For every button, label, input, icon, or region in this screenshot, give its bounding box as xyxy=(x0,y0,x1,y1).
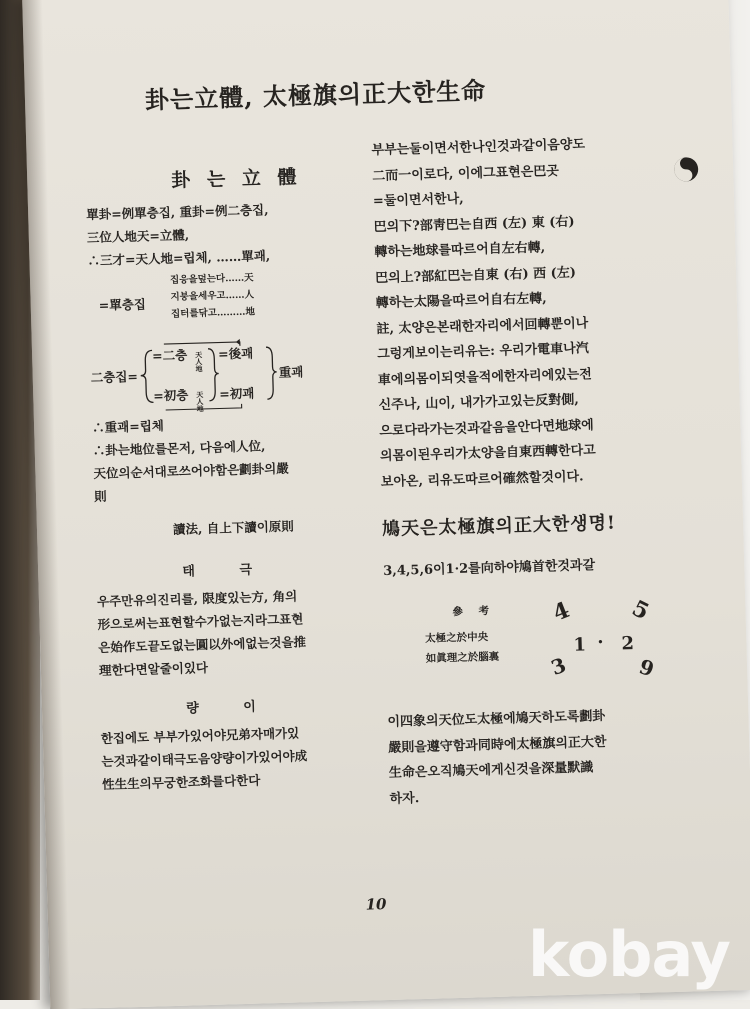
double-top-label: =二층 xyxy=(151,347,188,364)
arrow-head xyxy=(236,339,240,345)
right-column xyxy=(371,129,715,812)
text-line: 그렁게보이는리유는: 우리가電車나汽 xyxy=(377,341,589,363)
single-story-lines xyxy=(170,269,255,322)
number-6: 6 xyxy=(636,653,658,681)
single-story-line: 집터를닦고………地 xyxy=(170,306,256,320)
text-line: ∴三才=天人地=립체, ……單괘, xyxy=(87,248,271,269)
page-title: 卦는立體, 太極旗의正大한生命 xyxy=(144,75,487,115)
double-right-label: 重괘 xyxy=(278,364,304,380)
text-line: ∴卦는地位를몬저, 다음에人位, xyxy=(92,438,266,459)
text-line: 하자. xyxy=(389,790,420,807)
tri-label-top: 天人地 xyxy=(194,350,205,373)
double-story-svg xyxy=(90,331,354,416)
kobay-watermark: kobay xyxy=(528,918,730,991)
slogan-heading: 鳩天은太極旗의正大한생명! xyxy=(381,512,617,541)
double-label: 二층집= xyxy=(90,368,139,386)
text-line: 則 xyxy=(93,488,107,505)
text-line: 二而一이로다, 이에그표현은巴곳 xyxy=(372,163,560,184)
number-4: 4 xyxy=(549,596,574,627)
double-rbottom-label: =初괘 xyxy=(219,385,255,402)
taeguk-line: 우주만유의진리를, 限度있는方, 角의 xyxy=(96,588,298,609)
text-line: 부부는둘이면서한나인것과같이음양도 xyxy=(371,137,586,159)
right-brace xyxy=(266,347,277,399)
single-story-line: 지붕을세우고……人 xyxy=(170,289,255,303)
page-number: 10 xyxy=(365,895,387,914)
yin-yang-icon xyxy=(673,156,700,183)
single-story-label: =單층집 xyxy=(98,296,147,313)
left-section-title: 卦 는 立 體 xyxy=(170,166,302,192)
taeguk-line: 形으로써는표현할수가없는지라그표현 xyxy=(97,611,304,632)
text-line: 轉하는地球를따르어自左右轉, xyxy=(374,240,546,261)
text-line: 生命은오직鳩天에게신것을深量默識 xyxy=(388,760,594,781)
reading-rule: 讀法, 自上下讀이原則 xyxy=(172,518,294,537)
text-line: 註, 太양은본래한자리에서回轉뿐이나 xyxy=(376,315,589,337)
text-line: 車에의몸이되엿을적에한자리에있는전 xyxy=(377,366,593,388)
tri-label-bottom: 天人地 xyxy=(195,390,206,413)
text-line: 으로다라가는것과같음을안다면地球에 xyxy=(379,417,594,439)
dot-separator: · xyxy=(597,631,604,654)
text-line: 보아온, 리유도따르어確然할것이다. xyxy=(380,468,584,490)
number-2: 2 xyxy=(621,633,635,655)
text-line: 이四象의天位도太極에鳩天하도록劃卦 xyxy=(387,708,606,730)
text-line: 신주나, 山이, 내가가고있는反對側, xyxy=(378,392,580,414)
yangyi-line: 性生生의무궁한조화를다한다 xyxy=(101,772,261,792)
reference-heading: 參 考 xyxy=(452,604,496,619)
text-line: 嚴則을遵守함과同時에太極旗의正大한 xyxy=(388,734,607,756)
number-3: 3 xyxy=(547,652,570,680)
text-line: =둘이면서한나, xyxy=(372,191,464,210)
text-line: 巴의下?部靑巴는自西 (左) 東 (右) xyxy=(373,214,575,235)
reference-line: 如眞理之於腦裏 xyxy=(425,650,500,665)
reference-block xyxy=(384,583,712,690)
single-story-block xyxy=(88,267,352,332)
single-story-line: 집응을덮는다……天 xyxy=(169,272,254,286)
double-bottom-label: =初층 xyxy=(153,387,189,404)
text-line: 三位人地天=立體, xyxy=(86,227,190,246)
text-line: 轉하는太陽을따르어自右左轉, xyxy=(375,291,547,312)
number-1: 1 xyxy=(573,634,587,656)
yangyi-heading: 량 이 xyxy=(186,699,277,717)
book-page xyxy=(22,0,750,1009)
number-5: 5 xyxy=(627,595,654,626)
double-story-diagram xyxy=(90,331,354,416)
text-line: 天位의순서대로쓰어야함은劃卦의嚴 xyxy=(93,460,289,482)
left-column xyxy=(85,165,364,796)
text-line: 單卦=例單층집, 重卦=例二층집, xyxy=(86,202,269,223)
yangyi-line: 는것과같이태극도음양량이가있어야成 xyxy=(101,748,308,769)
text-line: 의몸이된우리가太양을自東西轉한다고 xyxy=(379,443,596,465)
text-line: 巴의上?部紅巴는自東 (右) 西 (左) xyxy=(374,265,577,286)
text-line: ∴重괘=립체 xyxy=(91,418,165,436)
numbers-line: 3,4,5,6이1·2를向하야鳩首한것과갈 xyxy=(383,557,596,579)
yangyi-line: 한집에도 부부가있어야兄弟자매가있 xyxy=(100,725,300,746)
reference-line: 太極之於中央 xyxy=(425,631,489,645)
trigram-number-diagram xyxy=(534,584,687,684)
taeguk-heading: 태 극 xyxy=(182,562,273,580)
taeguk-line: 은始作도끝도없는圓以外에없는것을推 xyxy=(98,634,307,655)
taeguk-line: 理한다면알줄이있다 xyxy=(98,659,209,678)
double-rtop-label: =後괘 xyxy=(217,345,254,362)
